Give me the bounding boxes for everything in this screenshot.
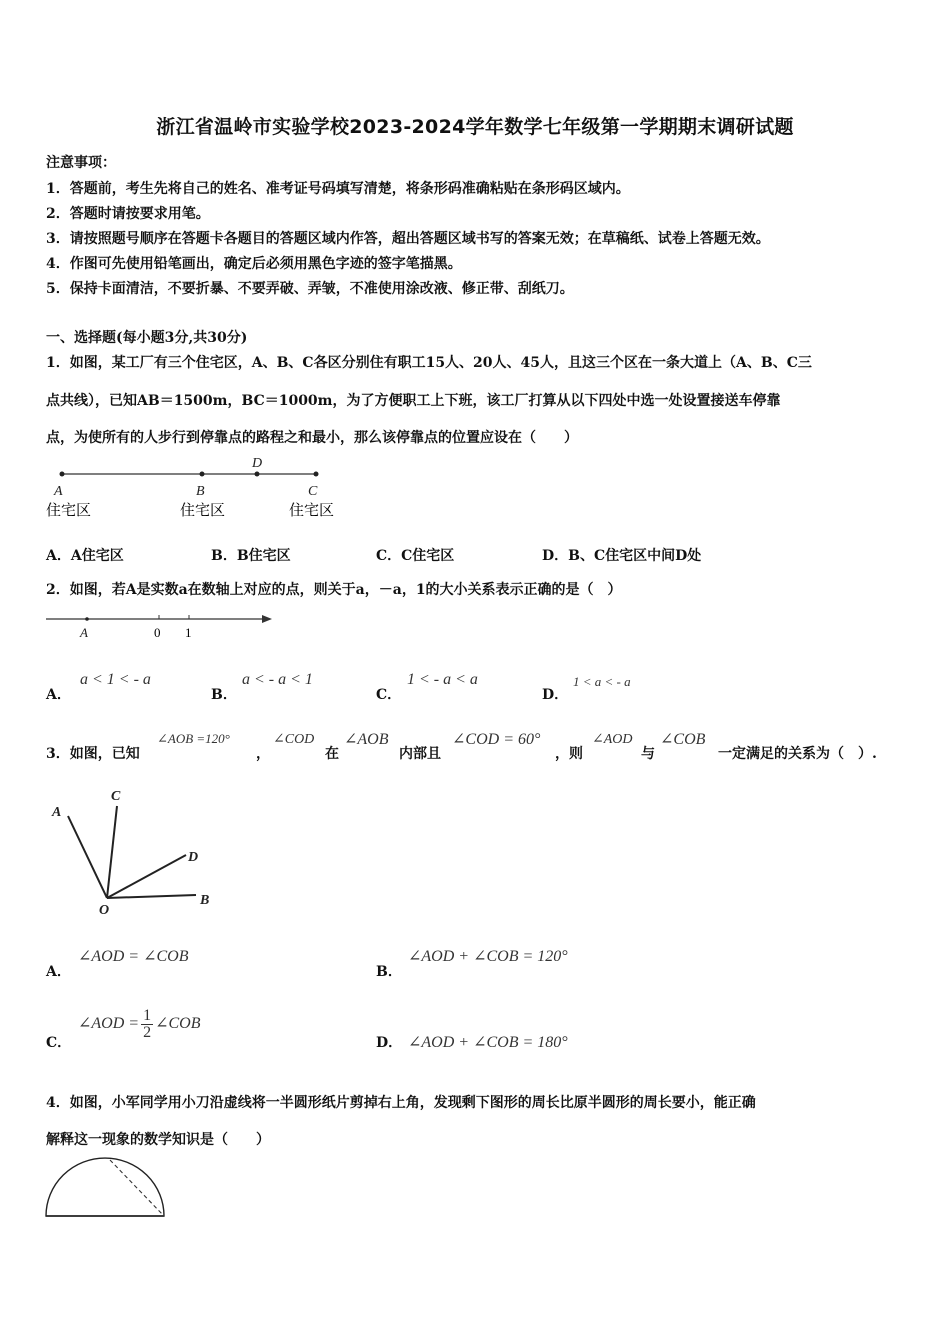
cut-line	[110, 1160, 164, 1216]
q1-stem-line1: 1．如图，某工厂有三个住宅区，A、B、C各区分别住有职工15人、20人、45人，且这三个区在一条大道上（A、B、C三	[46, 355, 812, 371]
axis-arrow	[262, 615, 272, 623]
q2-option-a-label[interactable]: A．	[46, 687, 71, 703]
q3-expr-cod: ∠COD	[273, 732, 315, 747]
label-d: D	[188, 850, 199, 865]
notes-heading: 注意事项：	[46, 155, 116, 171]
ray-oa	[68, 816, 107, 898]
q3-stem-part: 与	[641, 746, 655, 762]
point-c	[314, 472, 319, 477]
note-item: 1．答题前，考生先将自己的姓名、准考证号码填写清楚，将条形码准确粘贴在条形码区域内。	[46, 181, 630, 197]
area-label-b: 住宅区	[180, 501, 226, 519]
q1-option-b[interactable]: B．B住宅区	[211, 548, 291, 564]
q2-option-d-label[interactable]: D．	[542, 687, 569, 703]
q3-option-a-expr[interactable]: ∠AOD = ∠COB	[78, 948, 189, 965]
q2-number-line	[40, 606, 280, 642]
q2-option-d-expr[interactable]: 1 < a < - a	[573, 674, 631, 689]
q3-option-d-expr[interactable]: ∠AOD + ∠COB = 180°	[408, 1034, 568, 1051]
fraction-den: 2	[143, 1024, 152, 1041]
q3-expr-cob: ∠COB	[660, 731, 706, 748]
q2-option-a-expr[interactable]: a < 1 < - a	[80, 671, 151, 688]
label-o: O	[99, 903, 110, 918]
q3-option-c-expr[interactable]	[78, 1008, 201, 1041]
note-item: 2．答题时请按要求用笔。	[46, 206, 210, 222]
q3-stem-part: 内部且	[399, 746, 441, 762]
note-item: 4．作图可先使用铅笔画出，确定后必须用黑色字迹的签字笔描黑。	[46, 256, 462, 272]
option-c-rhs: ∠COB	[155, 1015, 201, 1033]
q3-stem-part: 3．如图，已知	[46, 746, 140, 762]
q3-stem-part: 在	[325, 746, 339, 762]
q1-figure	[40, 452, 360, 522]
q3-option-c-label[interactable]: C．	[46, 1035, 72, 1051]
semicircle	[46, 1158, 164, 1216]
q3-stem-part: ，	[256, 746, 270, 762]
q3-option-b-label[interactable]: B．	[376, 964, 402, 980]
label-a: A	[54, 484, 63, 499]
label-a: A	[52, 805, 62, 820]
ray-od	[107, 855, 186, 898]
q2-option-c-label[interactable]: C．	[376, 687, 402, 703]
q3-expr-aod: ∠AOD	[592, 732, 633, 747]
q2-stem: 2．如图，若A是实数a在数轴上对应的点，则关于a，－a，1的大小关系表示正确的是（ ）	[46, 582, 622, 598]
point-a	[85, 617, 89, 621]
q3-expr-aob: ∠AOB	[344, 731, 389, 748]
q3-expr-aob120: ∠AOB =120°	[157, 731, 230, 746]
q2-option-b-label[interactable]: B．	[211, 687, 237, 703]
q3-stem-part: ，则	[555, 746, 583, 762]
label-zero: 0	[154, 625, 161, 640]
q4-stem-line1: 4．如图，小军同学用小刀沿虚线将一半圆形纸片剪掉右上角，发现剩下图形的周长比原半圆形的周长要小，能正确	[46, 1095, 756, 1111]
q3-stem-part: 一定满足的关系为（ ）.	[718, 746, 877, 762]
area-label-a: 住宅区	[46, 501, 92, 519]
fraction-half	[141, 1008, 153, 1041]
q3-option-b-expr[interactable]: ∠AOD + ∠COB = 120°	[408, 948, 568, 965]
point-b	[200, 472, 205, 477]
q3-expr-cod60: ∠COD = 60°	[452, 731, 541, 748]
label-one: 1	[185, 625, 192, 640]
point-a	[60, 472, 65, 477]
q1-option-a[interactable]: A．A住宅区	[46, 548, 124, 564]
label-b: B	[196, 484, 205, 499]
q1-option-c[interactable]: C．C住宅区	[376, 548, 455, 564]
q3-option-a-label[interactable]: A．	[46, 964, 71, 980]
area-label-c: 住宅区	[289, 501, 335, 519]
q4-stem-line2: 解释这一现象的数学知识是（ ）	[46, 1132, 270, 1148]
label-a: A	[80, 625, 88, 640]
q3-option-d-label[interactable]: D．	[376, 1035, 403, 1051]
fraction-num: 1	[143, 1007, 152, 1024]
section-heading: 一、选择题(每小题3分,共30分)	[46, 330, 248, 346]
q4-semicircle-figure	[40, 1152, 175, 1222]
note-item: 5．保持卡面清洁，不要折暴、不要弄破、弄皱，不准使用涂改液、修正带、刮纸刀。	[46, 281, 574, 297]
option-c-lhs: ∠AOD =	[78, 1015, 140, 1033]
q2-option-b-expr[interactable]: a < - a < 1	[242, 671, 313, 688]
q1-option-d[interactable]: D．B、C住宅区中间D处	[542, 548, 702, 564]
ray-oc	[107, 806, 117, 898]
q1-stem-line2: 点共线），已知AB＝1500m，BC＝1000m，为了方便职工上下班，该工厂打算从以下四处中选一处设置接送车停靠	[46, 393, 781, 409]
label-c: C	[111, 789, 121, 804]
label-b: B	[200, 893, 210, 908]
page-title: 浙江省温岭市实验学校2023-2024学年数学七年级第一学期期末调研试题	[156, 116, 794, 138]
label-c: C	[308, 484, 318, 499]
point-d	[255, 472, 260, 477]
q1-stem-line3: 点，为使所有的人步行到停靠点的路程之和最小，那么该停靠点的位置应设在（ ）	[46, 430, 578, 446]
q2-option-c-expr[interactable]: 1 < - a < a	[407, 671, 478, 688]
ray-ob	[107, 895, 196, 898]
note-item: 3．请按照题号顺序在答题卡各题目的答题区域内作答，超出答题区域书写的答案无效；在草稿纸、试卷上答题无效。	[46, 231, 770, 247]
q3-figure	[40, 783, 230, 923]
label-d: D	[252, 456, 263, 471]
